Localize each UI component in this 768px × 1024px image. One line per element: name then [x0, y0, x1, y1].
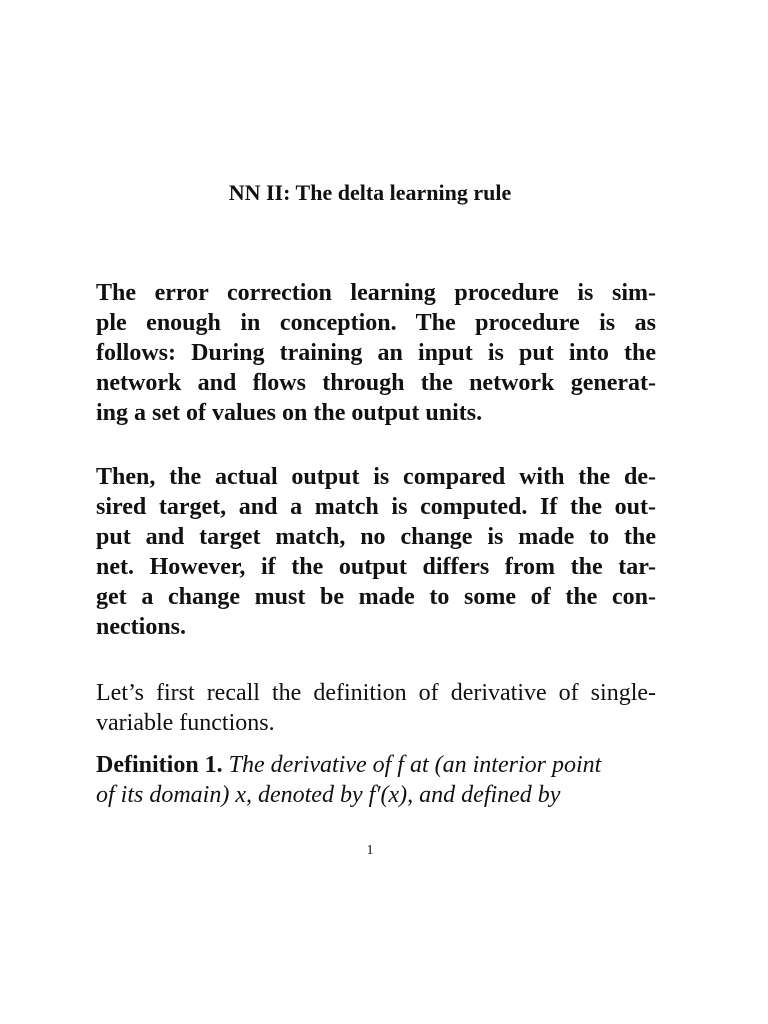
- definition-text: The derivative of f at (an interior point: [222, 752, 602, 778]
- paragraph-line: sired target, and a match is computed. If the out-: [96, 494, 656, 520]
- paragraph-line: get a change must be made to some of the con-: [96, 584, 656, 610]
- paragraph-line: network and flows through the network generat-: [96, 370, 656, 396]
- paragraph-comparison: [96, 462, 656, 642]
- definition-label: Definition 1.: [96, 752, 223, 778]
- paragraph-recall-derivative: [96, 678, 656, 738]
- paragraph-line: net. However, if the output differs from the tar-: [96, 554, 656, 580]
- paragraph-line: The error correction learning procedure is sim-: [96, 280, 656, 306]
- definition-line: of its domain) x, denoted by f′(x), and defined by: [96, 782, 561, 808]
- paragraph-line: variable functions.: [96, 710, 275, 736]
- paragraph-line: ple enough in conception. The procedure is as: [96, 310, 656, 336]
- paragraph-line: put and target match, no change is made to the: [96, 524, 656, 550]
- definition-line: [96, 750, 656, 780]
- paragraph-line: ing a set of values on the output units.: [96, 400, 483, 426]
- paragraph-error-correction: [96, 278, 656, 428]
- definition-block: [96, 750, 656, 810]
- paragraph-line: follows: During training an input is put into the: [96, 340, 656, 366]
- paragraph-line: nections.: [96, 614, 186, 640]
- paragraph-line: Let’s first recall the definition of derivative of single-: [96, 680, 656, 706]
- page-title: NN II: The delta learning rule: [228, 180, 512, 205]
- page-number: 1: [366, 843, 374, 858]
- paragraph-line: Then, the actual output is compared with the de-: [96, 464, 656, 490]
